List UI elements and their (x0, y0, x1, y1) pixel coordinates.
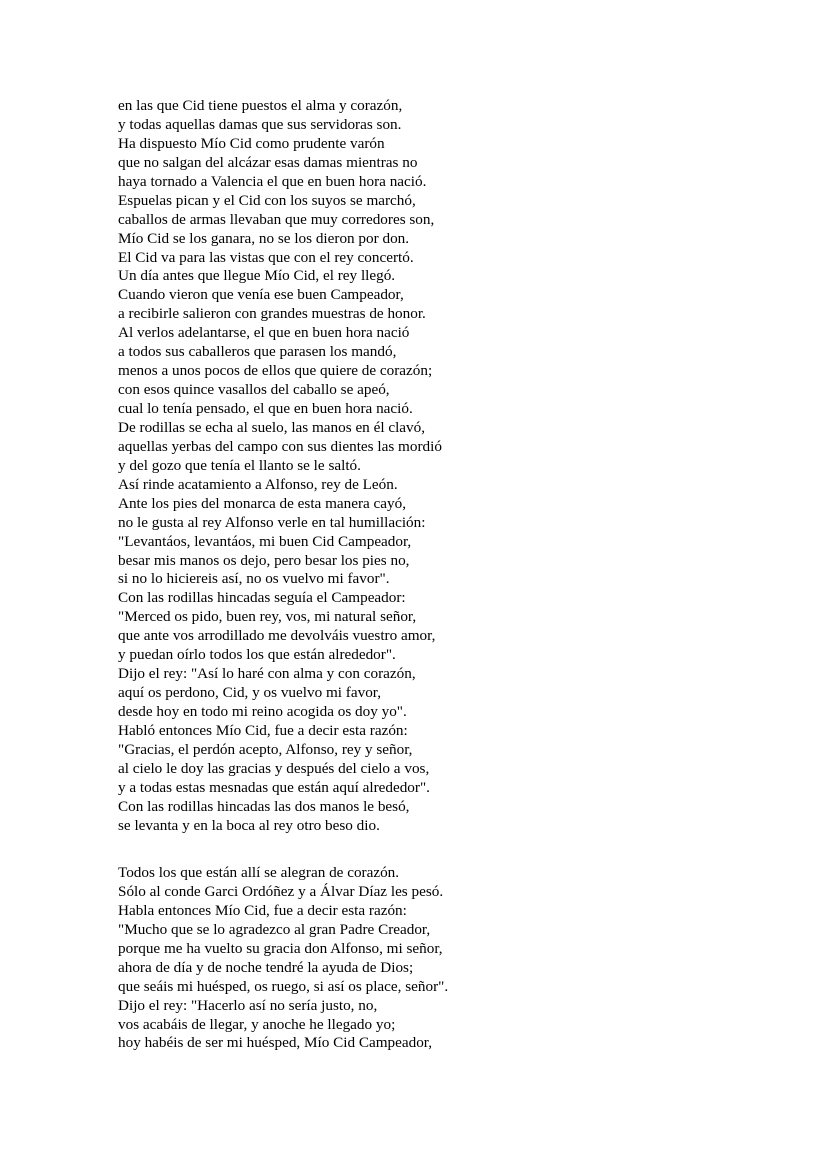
verse-line: El Cid va para las vistas que con el rey concertó. (118, 248, 414, 266)
verse-line: "Gracias, el perdón acepto, Alfonso, rey y señor, (118, 740, 413, 758)
verse-line: que seáis mi huésped, os ruego, si así os place, señor". (118, 977, 449, 995)
verse-line: y puedan oírlo todos los que están alrededor". (118, 646, 396, 664)
verse-line: hoy habéis de ser mi huésped, Mío Cid Campeador, (118, 1034, 433, 1052)
verse-line: Espuelas pican y el Cid con los suyos se marchó, (118, 191, 416, 209)
verse-line: Todos los que están allí se alegran de corazón. (118, 864, 400, 881)
verse-line: "Levantáos, levantáos, mi buen Cid Campeador, (118, 532, 412, 550)
verse-line: aquellas yerbas del campo con sus dientes las mordió (118, 437, 442, 455)
verse-line: a recibirle salieron con grandes muestras de honor. (118, 305, 426, 323)
verse-line: Cuando vieron que venía ese buen Campeador, (118, 286, 404, 304)
verse-line: que no salgan del alcázar esas damas mientras no (118, 153, 418, 171)
verse-line: Mío Cid se los ganara, no se los dieron por don. (118, 229, 410, 247)
verse-line: haya tornado a Valencia el que en buen hora nació. (118, 172, 427, 190)
verse-line: "Merced os pido, buen rey, vos, mi natural señor, (118, 608, 417, 626)
verse-line: De rodillas se echa al suelo, las manos en él clavó, (118, 418, 426, 436)
verse-line: no le gusta al rey Alfonso verle en tal humillación: (118, 513, 426, 531)
verse-line: y todas aquellas damas que sus servidoras son. (118, 115, 402, 133)
verse-line: Sólo al conde Garci Ordóñez y a Álvar Díaz les pesó. (118, 882, 444, 900)
verse-line: Habla entonces Mío Cid, fue a decir esta razón: (118, 901, 407, 919)
verse-line: que ante vos arrodillado me devolváis vuestro amor, (118, 627, 436, 645)
verse-line: caballos de armas llevaban que muy corredores son, (118, 210, 435, 228)
verse-line: Un día antes que llegue Mío Cid, el rey llegó. (118, 267, 396, 285)
verse-line: "Mucho que se lo agradezco al gran Padre Creador, (118, 920, 431, 938)
verse-line: Al verlos adelantarse, el que en buen hora nació (118, 324, 410, 342)
verse-line: Ha dispuesto Mío Cid como prudente varón (118, 134, 385, 152)
verse-line: cual lo tenía pensado, el que en buen hora nació. (118, 400, 413, 417)
verse-line: menos a unos pocos de ellos que quiere de corazón; (118, 362, 433, 380)
verse-line: desde hoy en todo mi reino acogida os doy yo". (118, 703, 407, 720)
verse-line: Ante los pies del monarca de esta manera cayó, (118, 494, 407, 512)
verse-line: Habló entonces Mío Cid, fue a decir esta razón: (118, 721, 408, 739)
stanza (118, 864, 448, 1053)
verse-line: aquí os perdono, Cid, y os vuelvo mi favor, (118, 684, 382, 702)
verse-line: y a todas estas mesnadas que están aquí alrededor". (118, 778, 430, 796)
verse-line: besar mis manos os dejo, pero besar los pies no, (118, 551, 410, 569)
verse-line: con esos quince vasallos del caballo se apeó, (118, 381, 390, 399)
verse-line: si no lo hiciereis así, no os vuelvo mi favor". (118, 570, 390, 588)
verse-line: en las que Cid tiene puestos el alma y corazón, (118, 97, 403, 114)
verse-line: Con las rodillas hincadas seguía el Campeador: (118, 589, 406, 607)
verse-line: Con las rodillas hincadas las dos manos le besó, (118, 797, 410, 815)
verse-line: Dijo el rey: "Hacerlo así no sería justo, no, (118, 996, 378, 1014)
stanza (118, 97, 442, 836)
verse-line: vos acabáis de llegar, y anoche he llegado yo; (118, 1015, 396, 1033)
verse-line: ahora de día y de noche tendré la ayuda de Dios; (118, 958, 414, 976)
verse-line: Dijo el rey: "Así lo haré con alma y con corazón, (118, 665, 416, 683)
verse-line: se levanta y en la boca al rey otro beso dio. (118, 816, 380, 834)
verse-line: a todos sus caballeros que parasen los mandó, (118, 343, 397, 361)
verse-line: y del gozo que tenía el llanto se le saltó. (118, 456, 361, 474)
verse-line: porque me ha vuelto su gracia don Alfonso, mi señor, (118, 939, 443, 957)
verse-line: al cielo le doy las gracias y después del cielo a vos, (118, 759, 430, 777)
verse-line: Así rinde acatamiento a Alfonso, rey de León. (118, 475, 398, 493)
